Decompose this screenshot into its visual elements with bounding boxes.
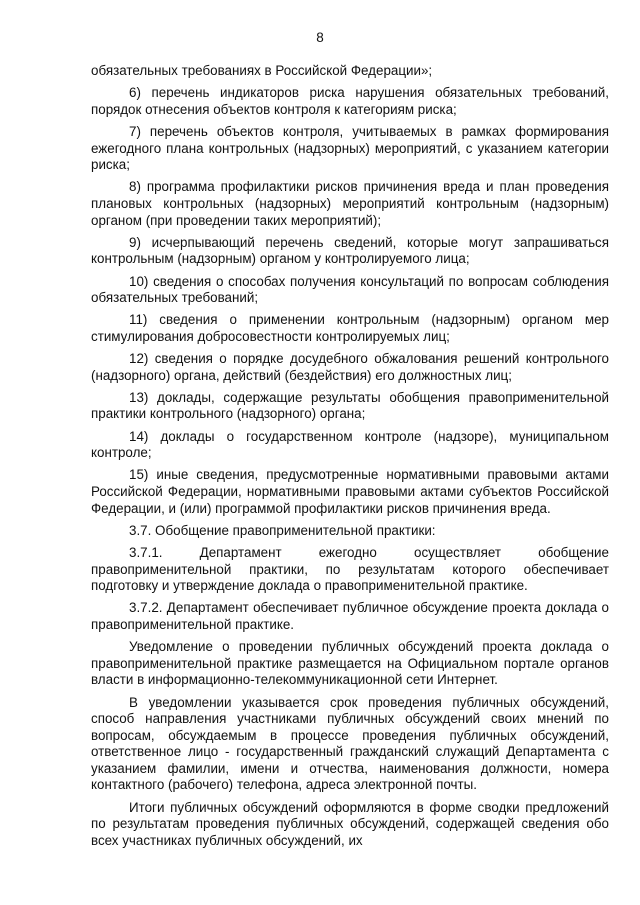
list-item-13: 13) доклады, содержащие результаты обобщения правоприменительной практики контрольного (надзорного) органа; [91,389,609,422]
list-item-14: 14) доклады о государственном контроле (надзоре), муниципальном контроле; [91,428,609,461]
paragraph-notification-details: В уведомлении указывается срок проведения публичных обсуждений, способ направления участниками публичных обсуждений своих мнений по вопросам, обсуждаемым в процессе проведения публичных обсуждений, ответственное лицо - государственный гражданский служащий Департамента с указанием фамилии, имени и отчества, наименования должности, номера контактного (рабочего) телефона, адреса электронной почты. [91,694,609,793]
list-item-11: 11) сведения о применении контрольным (надзорным) органом мер стимулирования добросовестности контролируемых лиц; [91,312,609,344]
clause-3-7-1: 3.7.1. Департамент ежегодно осуществляет обобщение правоприменительной практики, по результатам которого обеспечивает подготовку и утверждение доклада о правоприменительной практике. [91,544,609,594]
paragraph-results: Итоги публичных обсуждений оформляются в форме сводки предложений по результатам проведения публичных обсуждений, содержащей сведения обо всех участниках публичных обсуждений, их [91,799,609,848]
list-item-8: 8) программа профилактики рисков причинения вреда и план проведения плановых контрольных (надзорных) мероприятий контрольным (надзорным) органом (при проведении таких мероприятий); [91,179,609,228]
paragraph-continuation: обязательных требованиях в Российской Федерации»; [91,63,433,78]
list-item-15: 15) иные сведения, предусмотренные нормативными правовыми актами Российской Федерации, нормативными правовыми актами субъектов Российской Федерации, и (или) программой профилактики рисков причинения вреда. [91,467,609,516]
document-body [91,63,609,855]
clause-3-7-2: 3.7.2. Департамент обеспечивает публичное обсуждение проекта доклада о правоприменительной практике. [91,600,609,632]
list-item-12: 12) сведения о порядке досудебного обжалования решений контрольного (надзорного) органа, действий (бездействия) его должностных лиц; [91,351,609,383]
page-number: 8 [316,30,324,45]
paragraph-notification: Уведомление о проведении публичных обсуждений проекта доклада о правоприменительной практике размещается на Официальном портале органов власти в информационно-телекоммуникационной сети Интернет. [91,639,609,688]
list-item-6: 6) перечень индикаторов риска нарушения обязательных требований, порядок отнесения объектов контроля к категориям риска; [91,85,609,117]
list-item-7: 7) перечень объектов контроля, учитываемых в рамках формирования ежегодного плана контрольных (надзорных) мероприятий, с указанием категории риска; [91,123,609,173]
list-item-9: 9) исчерпывающий перечень сведений, которые могут запрашиваться контрольным (надзорным) органом у контролируемого лица; [91,234,609,267]
section-heading-3-7: 3.7. Обобщение правоприменительной практики: [129,522,436,538]
list-item-10: 10) сведения о способах получения консультаций по вопросам соблюдения обязательных требований; [91,273,609,306]
